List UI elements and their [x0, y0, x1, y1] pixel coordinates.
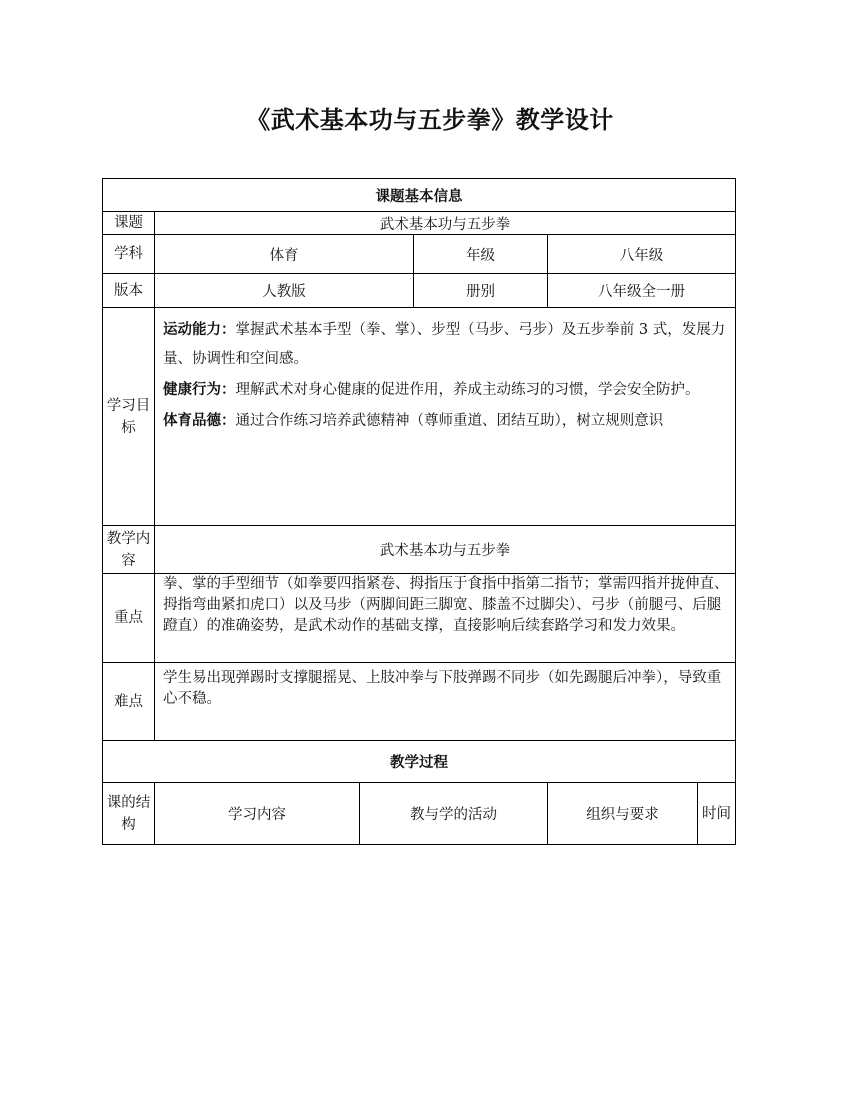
- edition-row: [103, 274, 736, 308]
- section-basic-row: [103, 179, 736, 212]
- edition-label: 版本: [103, 274, 155, 308]
- content-label: 教学内容: [103, 526, 155, 574]
- difficulty-label: 难点: [103, 663, 155, 741]
- goals-row: [103, 308, 736, 526]
- topic-row: [103, 212, 736, 235]
- volume-value: 八年级全一册: [548, 274, 736, 308]
- goal-text: 掌握武术基本手型（拳、掌）、步型（马步、弓步）及五步拳前 3 式，发展力量、协调性和空间感。: [163, 322, 726, 367]
- process-header-time: 时间: [698, 783, 736, 845]
- subject-value: 体育: [155, 235, 414, 274]
- process-header-structure: 课的结构: [103, 783, 155, 845]
- goals-label: 学习目标: [103, 308, 155, 526]
- volume-label: 册别: [414, 274, 548, 308]
- key-value: 拳、掌的手型细节（如拳要四指紧卷、拇指压于食指中指第二指节；掌需四指并拢伸直、拇指弯曲紧扣虎口）以及马步（两脚间距三脚宽、膝盖不过脚尖）、弓步（前腿弓、后腿蹬直）的准确姿势，是武术动作的基础支撑，直接影响后续套路学习和发力效果。: [155, 574, 736, 663]
- goal-text: 理解武术对身心健康的促进作用，养成主动练习的习惯，学会安全防护。: [235, 382, 700, 398]
- grade-label: 年级: [414, 235, 548, 274]
- goal-item: [163, 407, 729, 436]
- goal-text: 通过合作练习培养武德精神（尊师重道、团结互助），树立规则意识: [235, 413, 664, 429]
- process-header-row: [103, 783, 736, 845]
- difficulty-value: 学生易出现弹踢时支撑腿摇晃、上肢冲拳与下肢弹踢不同步（如先踢腿后冲拳），导致重心不稳。: [155, 663, 736, 741]
- goal-heading: 体育品德：: [163, 413, 236, 429]
- subject-row: [103, 235, 736, 274]
- document-title: 《武术基本功与五步拳》教学设计: [246, 106, 614, 134]
- process-header-content: 学习内容: [155, 783, 360, 845]
- key-label: 重点: [103, 574, 155, 663]
- process-header-organization: 组织与要求: [548, 783, 698, 845]
- goal-item: [163, 376, 729, 405]
- content-value: 武术基本功与五步拳: [155, 526, 736, 574]
- goal-item: [163, 316, 729, 374]
- lesson-plan-table: [102, 178, 736, 845]
- topic-value: 武术基本功与五步拳: [155, 212, 736, 235]
- process-header-activities: 教与学的活动: [360, 783, 548, 845]
- difficulty-row: [103, 663, 736, 741]
- goals-content: [155, 308, 736, 526]
- section-basic-header: 课题基本信息: [103, 179, 736, 212]
- topic-label: 课题: [103, 212, 155, 235]
- section-process-row: [103, 741, 736, 783]
- grade-value: 八年级: [548, 235, 736, 274]
- goal-heading: 运动能力：: [163, 322, 236, 338]
- key-row: [103, 574, 736, 663]
- section-process-header: 教学过程: [103, 741, 736, 783]
- content-row: [103, 526, 736, 574]
- goal-heading: 健康行为：: [163, 382, 236, 398]
- subject-label: 学科: [103, 235, 155, 274]
- edition-value: 人教版: [155, 274, 414, 308]
